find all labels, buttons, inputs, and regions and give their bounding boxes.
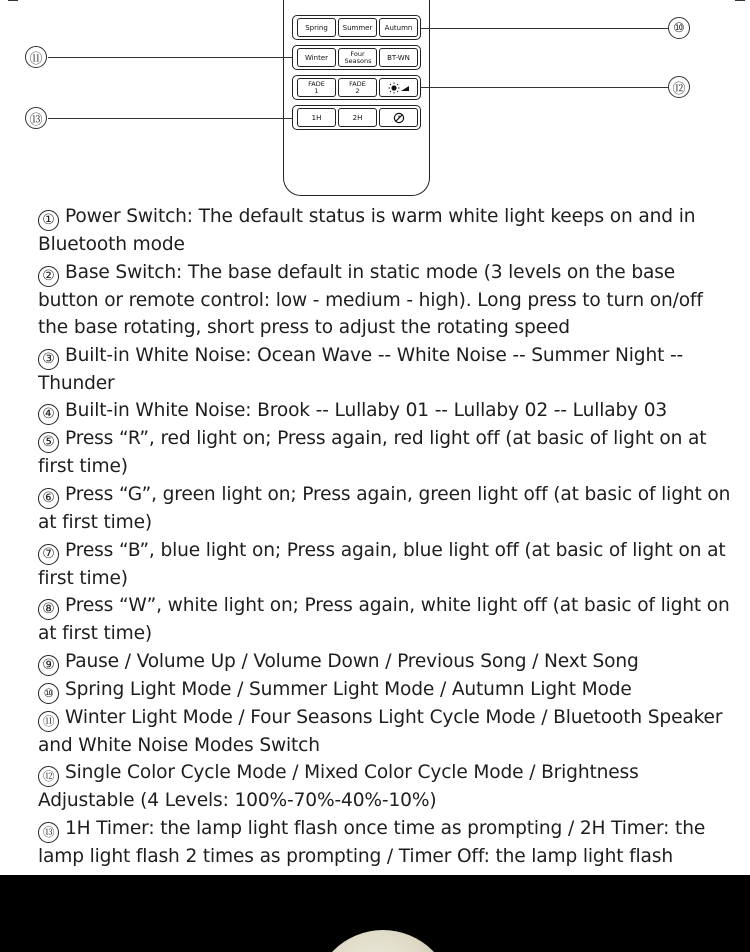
remote-diagram: [0, 0, 750, 200]
callout-10: ⑩: [668, 17, 690, 39]
item-text: Base Switch: The base default in static mode (3 levels on the base button or remote control: low - medium - high). Long press to turn on/off the base rotating, short press to adjust the rotating speed: [38, 261, 703, 339]
legend-item-4: [38, 397, 738, 425]
item-number: ⑤: [38, 432, 59, 453]
item-number: ③: [38, 349, 59, 370]
item-number: ⑦: [38, 544, 59, 565]
function-legend: [38, 203, 738, 875]
item-number: ⑧: [38, 599, 59, 620]
item-number: ⑬: [38, 822, 59, 843]
brightness-icon: [386, 82, 412, 94]
callout-line-11: [48, 57, 292, 58]
legend-item-7: [38, 537, 738, 593]
four-seasons-button[interactable]: Four Seasons: [338, 48, 377, 67]
item-number: ④: [38, 404, 59, 425]
item-number: ⑪: [38, 711, 59, 732]
brightness-button[interactable]: [379, 78, 418, 97]
item-text: Winter Light Mode / Four Seasons Light Cycle Mode / Bluetooth Speaker and White Noise Modes Switch: [38, 706, 723, 756]
item-number: ⑩: [38, 683, 59, 704]
timer-1h-button[interactable]: 1H: [297, 108, 336, 127]
bt-wn-button[interactable]: BT-WN: [379, 48, 418, 67]
callout-12: ⑫: [668, 76, 690, 98]
legend-item-3: [38, 342, 738, 398]
item-text: Power Switch: The default status is warm white light keeps on and in Bluetooth mode: [38, 206, 696, 255]
callout-line-13: [48, 118, 292, 119]
fade-2-button[interactable]: FADE 2: [338, 78, 377, 97]
product-photo: [0, 875, 750, 952]
legend-item-5: [38, 425, 738, 481]
item-text: Press “G”, green light on; Press again, green light off (at basic of light on at first time): [38, 483, 731, 533]
callout-line-12: [420, 87, 668, 88]
item-text: Press “R”, red light on; Press again, red light off (at basic of light on at first time): [38, 428, 707, 478]
callout-line-10: [420, 28, 668, 29]
legend-item-9: [38, 648, 738, 676]
item-text: 1H Timer: the lamp light flash once time as prompting / 2H Timer: the lamp light flash 2 times as prompting / Timer Off: the lamp light flash: [38, 817, 706, 867]
legend-item-13: [38, 815, 738, 871]
item-number: ⑥: [38, 488, 59, 509]
item-text: Built-in White Noise: Brook -- Lullaby 01 -- Lullaby 02 -- Lullaby 03: [65, 400, 668, 422]
moon-lamp-image: [313, 930, 453, 952]
legend-item-10: [38, 676, 738, 704]
legend-item-1: [38, 203, 738, 259]
winter-button[interactable]: Winter: [297, 48, 336, 67]
timer-off-icon: [393, 112, 405, 124]
item-number: ⑫: [38, 766, 59, 787]
cropped-line: [8, 0, 18, 1]
timer-off-button[interactable]: [379, 108, 418, 127]
legend-item-2: [38, 259, 738, 342]
item-number: ⑨: [38, 655, 59, 676]
autumn-button[interactable]: Autumn: [379, 18, 418, 37]
item-text: Single Color Cycle Mode / Mixed Color Cycle Mode / Brightness Adjustable (4 Levels: 100%-70%-40%-10%): [38, 762, 639, 812]
timer-2h-button[interactable]: 2H: [338, 108, 377, 127]
fade-1-button[interactable]: FADE 1: [297, 78, 336, 97]
callout-11: ⑪: [25, 46, 47, 68]
item-text: Pause / Volume Up / Volume Down / Previous Song / Next Song: [65, 650, 639, 672]
item-text: Press “W”, white light on; Press again, white light off (at basic of light on at first time): [38, 595, 730, 645]
item-text: Built-in White Noise: Ocean Wave -- White Noise -- Summer Night -- Thunder: [38, 344, 684, 394]
summer-button[interactable]: Summer: [338, 18, 377, 37]
legend-item-8: [38, 592, 738, 648]
legend-item-6: [38, 481, 738, 537]
item-number: ①: [38, 210, 59, 231]
item-number: ②: [38, 266, 59, 287]
cropped-line: [735, 0, 745, 1]
spring-button[interactable]: Spring: [297, 18, 336, 37]
item-text: Press “B”, blue light on; Press again, blue light off (at basic of light on at first time): [38, 539, 726, 589]
callout-13: ⑬: [25, 107, 47, 129]
legend-item-11: [38, 704, 738, 760]
legend-item-12: [38, 759, 738, 815]
item-text: Spring Light Mode / Summer Light Mode / Autumn Light Mode: [65, 678, 632, 700]
